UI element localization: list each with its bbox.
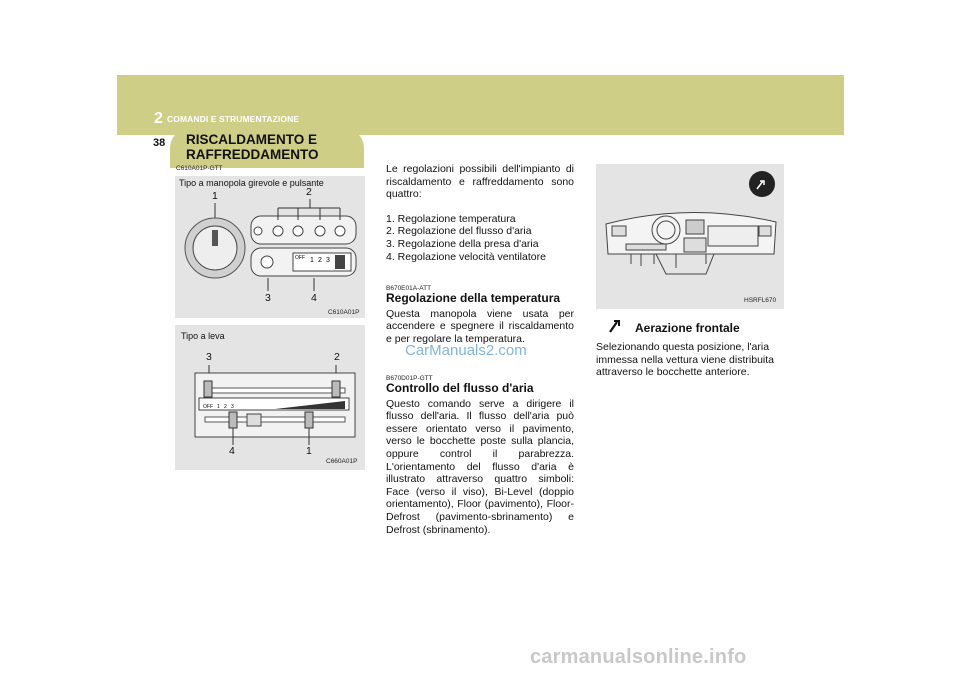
lever-panel-drawing [175, 325, 365, 470]
list-item: 4. Regolazione velocità ventilatore [386, 250, 546, 263]
fan-off-label: OFF [203, 404, 213, 410]
airflow-heading: Controllo del flusso d'aria [386, 381, 534, 395]
page-number: 38 [153, 137, 166, 149]
intro-text: Le regolazioni possibili dell'impianto di riscaldamento e raffreddamento sono quattro: [386, 163, 574, 201]
airflow-block [386, 382, 574, 536]
front-vent-text: Selezionando questa posizione, l'aria immessa nella vettura viene distribuita attraverso le bocchette anteriore. [596, 341, 774, 379]
watermark: CarManuals2.com [405, 342, 527, 359]
fan-1-label: 1 [217, 404, 220, 410]
temperature-text: Questa manopola viene usata per accendere e spegnere il riscaldamento e per regolare la temperatura. [386, 307, 574, 345]
footer-watermark: carmanualsonline.info [530, 646, 747, 668]
figure-lever-controls [175, 325, 365, 470]
list-item: 3. Regolazione della presa d'aria [386, 237, 539, 250]
fan-3-label: 3 [326, 257, 330, 264]
figure-dashboard [596, 164, 784, 309]
figure-code: C610A01P [328, 309, 360, 316]
callout-1: 1 [306, 445, 312, 457]
front-vent-heading: Aerazione frontale [635, 321, 740, 335]
temperature-code: B670E01A-ATT [386, 285, 432, 292]
callout-3: 3 [265, 292, 271, 304]
airflow-code: B670D01P-GTT [386, 375, 433, 382]
temperature-heading: Regolazione della temperatura [386, 291, 561, 305]
fan-2-label: 2 [224, 404, 227, 410]
figure-code: C660A01P [326, 458, 358, 465]
figure-rotary-controls [175, 176, 365, 318]
section-code: C610A01P-GTT [176, 165, 223, 172]
airflow-text: Questo comando serve a dirigere il flusso dell'aria. Il flusso dell'aria può essere orientato verso il pavimento, verso le bocchette poste sulla plancia, oppure control il parabrezza. L'orientamento del flusso d'aria è illustrato attraverso quattro simboli: Face (verso il viso), Bi-Level (doppio orientamento), Floor (pavimento), Floor-Defrost (pavimento-sbrinamento) e Defrost (sbrinamento). [386, 397, 574, 536]
fan-2-label: 2 [318, 257, 322, 264]
callout-3: 3 [206, 351, 212, 363]
face-vent-icon [607, 318, 623, 334]
dashboard-drawing [596, 164, 784, 309]
temperature-block [386, 292, 574, 345]
section-title: RISCALDAMENTO E RAFFREDDAMENTO [186, 132, 319, 162]
callout-4: 4 [311, 292, 317, 304]
chapter-number: 2 [154, 110, 163, 127]
figure-label: Tipo a leva [181, 331, 225, 341]
header-band [117, 75, 844, 135]
figure-code: HSRFL670 [744, 297, 777, 304]
callout-1: 1 [212, 190, 218, 202]
fan-off-label: OFF [295, 255, 305, 261]
figure-label: Tipo a manopola girevole e pulsante [179, 178, 324, 188]
list-item: 1. Regolazione temperatura [386, 212, 516, 225]
callout-2: 2 [306, 186, 312, 198]
fan-3-label: 3 [231, 404, 234, 410]
callout-2: 2 [334, 351, 340, 363]
rotary-panel-drawing [175, 176, 365, 318]
intro-block [386, 163, 574, 263]
callout-4: 4 [229, 445, 235, 457]
list-item: 2. Regolazione del flusso d'aria [386, 225, 532, 238]
chapter-title: COMANDI E STRUMENTAZIONE [167, 114, 300, 124]
fan-1-label: 1 [310, 257, 314, 264]
